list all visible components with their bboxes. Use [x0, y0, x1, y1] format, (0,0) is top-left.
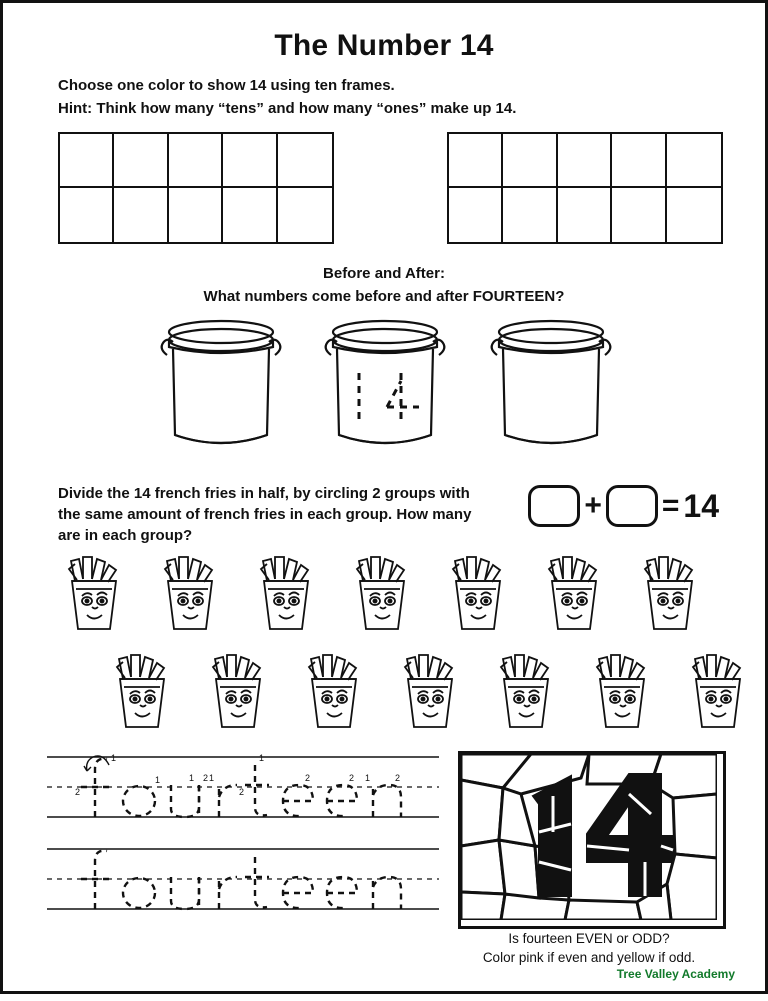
fries-task-header: [3, 483, 765, 551]
ten-frame-cell[interactable]: [278, 188, 332, 242]
tracing-word-svg: [43, 751, 443, 823]
fries-graphic: [351, 555, 413, 633]
cans-row: [3, 315, 765, 475]
ten-frame-cell[interactable]: [612, 134, 666, 188]
svg-text:1: 1: [259, 752, 265, 763]
svg-text:2: 2: [75, 786, 81, 797]
tracing-line-plain[interactable]: [43, 843, 443, 915]
fries-graphic: [495, 653, 557, 731]
before-after-heading: Before and After:: [323, 265, 445, 282]
before-after-heading-group: [3, 262, 765, 309]
ten-frame-cell[interactable]: [169, 134, 223, 188]
equation-total: 14: [683, 487, 719, 524]
fries-item[interactable]: [687, 653, 749, 731]
ten-frame-cell[interactable]: [449, 188, 503, 242]
svg-text:1: 1: [365, 772, 371, 783]
after-can[interactable]: [481, 315, 621, 465]
ten-frame-cell[interactable]: [223, 134, 277, 188]
plus-sign: +: [584, 488, 602, 522]
site-credit: Tree Valley Academy: [616, 967, 735, 981]
fries-item[interactable]: [303, 653, 365, 731]
ten-frame-cell[interactable]: [558, 134, 612, 188]
ten-frame-cell[interactable]: [667, 134, 721, 188]
fries-graphic: [591, 653, 653, 731]
fries-graphic: [63, 555, 125, 633]
fries-graphic: [687, 653, 749, 731]
fries-item[interactable]: [543, 555, 605, 633]
ten-frame-cell[interactable]: [503, 134, 557, 188]
fries-item[interactable]: [495, 653, 557, 731]
before-after-question: What numbers come before and after FOURTEEN?: [203, 288, 565, 306]
svg-text:1: 1: [155, 774, 161, 785]
bottom-section: [3, 751, 765, 1001]
ten-frame-right[interactable]: [447, 132, 723, 244]
ten-frame-cell[interactable]: [278, 134, 332, 188]
instructions: [58, 75, 765, 120]
fries-graphic: [207, 653, 269, 731]
fries-item[interactable]: [591, 653, 653, 731]
ten-frame-cell[interactable]: [558, 188, 612, 242]
mosaic-coloring-panel[interactable]: [458, 751, 726, 929]
fries-task-text: Divide the 14 french fries in half, by circling 2 groups with the same amount of french fries in each group. How many are in each group?: [58, 484, 472, 545]
svg-text:2: 2: [239, 786, 245, 797]
fries-graphic: [399, 653, 461, 731]
fries-item[interactable]: [159, 555, 221, 633]
fries-graphic: [111, 653, 173, 731]
ten-frames-row: [3, 132, 765, 244]
mosaic-number-14: [461, 754, 717, 920]
ten-frame-cell[interactable]: [60, 134, 114, 188]
tracing-word-svg-plain: [43, 843, 443, 915]
fries-graphic: [255, 555, 317, 633]
ten-frame-cell[interactable]: [667, 188, 721, 242]
before-can[interactable]: [151, 315, 291, 465]
tracing-area[interactable]: [43, 751, 443, 933]
equation-box-2[interactable]: [606, 485, 658, 527]
fries-graphic: [543, 555, 605, 633]
svg-text:1: 1: [111, 752, 117, 763]
ten-frame-cell[interactable]: [169, 188, 223, 242]
svg-text:2: 2: [305, 772, 311, 783]
ten-frame-cell[interactable]: [114, 134, 168, 188]
fries-graphic: [303, 653, 365, 731]
ten-frame-cell[interactable]: [114, 188, 168, 242]
equation-box-1[interactable]: [528, 485, 580, 527]
fries-grid: [3, 555, 765, 745]
fries-item[interactable]: [399, 653, 461, 731]
ten-frame-cell[interactable]: [503, 188, 557, 242]
svg-text:2: 2: [349, 772, 355, 783]
page-title: The Number 14: [274, 29, 494, 62]
fries-item[interactable]: [207, 653, 269, 731]
ten-frame-left[interactable]: [58, 132, 334, 244]
svg-text:1: 1: [209, 772, 215, 783]
svg-text:2: 2: [203, 772, 209, 783]
ten-frame-cell[interactable]: [449, 134, 503, 188]
fries-item[interactable]: [351, 555, 413, 633]
even-odd-question: Is fourteen EVEN or ODD?: [508, 930, 670, 946]
instruction-line-1: Choose one color to show 14 using ten frames.: [58, 77, 395, 94]
fries-equation: [528, 485, 719, 527]
middle-can[interactable]: [315, 315, 455, 465]
ten-frame-cell[interactable]: [612, 188, 666, 242]
can-graphic-with-number: [315, 315, 455, 465]
can-graphic: [481, 315, 621, 465]
even-odd-block: [458, 929, 720, 968]
fries-graphic: [159, 555, 221, 633]
ten-frame-cell[interactable]: [60, 188, 114, 242]
fries-item[interactable]: [255, 555, 317, 633]
fries-item[interactable]: [639, 555, 701, 633]
can-graphic: [151, 315, 291, 465]
svg-text:1: 1: [189, 772, 195, 783]
even-odd-directions: Color pink if even and yellow if odd.: [482, 950, 696, 966]
ten-frame-cell[interactable]: [223, 188, 277, 242]
equals-sign: =: [661, 488, 680, 522]
fries-item[interactable]: [111, 653, 173, 731]
fries-graphic: [639, 555, 701, 633]
fries-item[interactable]: [447, 555, 509, 633]
tracing-line-guided[interactable]: [43, 751, 443, 823]
fries-item[interactable]: [63, 555, 125, 633]
instruction-line-2: Hint: Think how many “tens” and how many “ones” make up 14.: [58, 99, 517, 117]
fries-graphic: [447, 555, 509, 633]
svg-text:2: 2: [395, 772, 401, 783]
